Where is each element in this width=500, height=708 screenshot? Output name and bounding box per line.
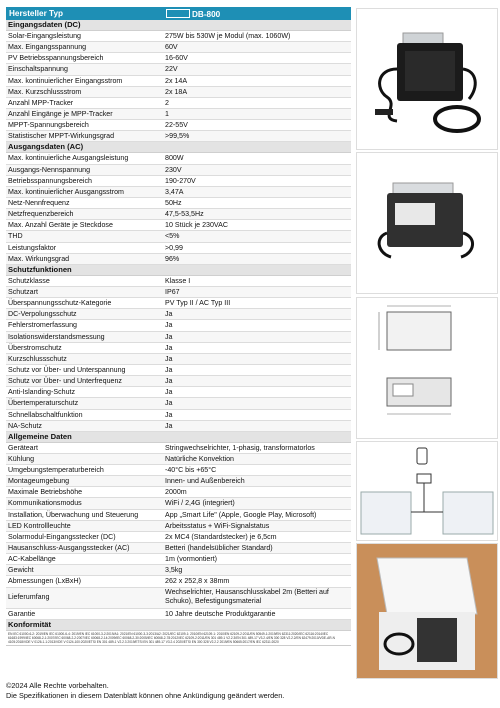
section-title: Allgemeine Daten (6, 432, 351, 443)
spec-value: 2 (165, 98, 169, 107)
spec-row (6, 309, 351, 320)
spec-value: Ja (165, 399, 173, 408)
spec-row (6, 165, 351, 176)
spec-label: Isolationswiderstandsmessung (8, 332, 105, 341)
spec-label: Kommunikationsmodus (8, 499, 82, 508)
spec-label: Anzahl Eingänge je MPP-Tracker (8, 109, 113, 118)
wiring-diagram (356, 441, 498, 541)
spec-label: Statistischer MPPT-Wirkungsgrad (8, 132, 115, 141)
inverter-with-cables-photo (356, 8, 498, 150)
spec-value: PV Typ II / AC Typ III (165, 299, 231, 308)
spec-row (6, 354, 351, 365)
spec-row (6, 421, 351, 432)
spec-row (6, 565, 351, 576)
spec-row (6, 53, 351, 64)
spec-value: Ja (165, 321, 173, 330)
spec-label: LED Kontrollleuchte (8, 521, 71, 530)
spec-row (6, 554, 351, 565)
spec-row (6, 131, 351, 142)
spec-value: Ja (165, 421, 173, 430)
spec-label: Max. kontinuierliche Ausgangsleistung (8, 154, 129, 163)
spec-label: AC-Kabellänge (8, 555, 56, 564)
spec-row (6, 543, 351, 554)
spec-value: Wechselrichter, Hausanschlusskabel 2m (Betteri auf Schuko), Befestigungsmaterial (165, 587, 329, 606)
spec-label: Schutzklasse (8, 276, 50, 285)
table-header (6, 7, 351, 20)
disclaimer-line: Die Spezifikationen in diesem Datenblatt können ohne Ankündigung geändert werden. (6, 691, 285, 700)
spec-label: Garantie (8, 609, 36, 618)
spec-value: WiFi / 2,4G (integriert) (165, 499, 235, 508)
spec-value: Ja (165, 332, 173, 341)
spec-label: Solarmodul-Eingangsstecker (DC) (8, 532, 116, 541)
spec-label: Fehlerstromerfassung (8, 321, 77, 330)
spec-row (6, 343, 351, 354)
section-rows (6, 443, 351, 620)
spec-value: 16-60V (165, 54, 188, 63)
header-label: Hersteller Typ (9, 9, 63, 18)
spec-row (6, 254, 351, 265)
spec-label: Hausanschluss-Ausgangsstecker (AC) (8, 544, 130, 553)
spec-row (6, 220, 351, 231)
spec-row (6, 410, 351, 421)
spec-row (6, 487, 351, 498)
brand-logo (166, 9, 190, 18)
spec-label: Überspannungsschutz-Kategorie (8, 299, 112, 308)
spec-value: 1m (vormontiert) (165, 555, 218, 564)
footer (6, 681, 284, 701)
spec-row (6, 209, 351, 220)
spec-value: Innen- und Außenbereich (165, 477, 245, 486)
section-rows (6, 153, 351, 264)
spec-label: Übertemperaturschutz (8, 399, 79, 408)
spec-value: 10 Stück je 230VAC (165, 221, 228, 230)
spec-value: <5% (165, 232, 180, 241)
spec-row (6, 31, 351, 42)
spec-row (6, 498, 351, 509)
spec-label: NA-Schutz (8, 421, 42, 430)
spec-row (6, 76, 351, 87)
header-model (166, 9, 351, 19)
spec-value: Ja (165, 410, 173, 419)
spec-value: 47,5-53,5Hz (165, 210, 204, 219)
spec-value: 3,47A (165, 187, 184, 196)
spec-row (6, 42, 351, 53)
spec-value: 60V (165, 43, 178, 52)
spec-value: 2x MC4 (Standardstecker) je 6,5cm (165, 532, 277, 541)
spec-value: 275W bis 530W je Modul (max. 1060W) (165, 32, 291, 40)
spec-label: Schutz vor Über- und Unterfrequenz (8, 377, 122, 386)
spec-row (6, 521, 351, 532)
spec-row (6, 588, 351, 609)
spec-row (6, 510, 351, 521)
spec-value: Ja (165, 388, 173, 397)
spec-row (6, 576, 351, 587)
spec-label: Gewicht (8, 566, 34, 575)
spec-value: App „Smart Life" (Apple, Google Play, Microsoft) (165, 510, 317, 519)
spec-value: >0,99 (165, 243, 183, 252)
conformity-text: EN IEC 61000-6-2: 2019/EN IEC 61000-6-4: 2019/EN IEC 61000-3-2:2019/A1: 2021/EN 61000-3-3:2013/A2: 2021/IEC 62109-1: 2010/EN 62109-1: 2010/EN 62109-2:2011/EN 50549-1:2019/EN 62311:2020/IEC 62116:2014/IEC 61683:1999/IEC 60068-2-1:2007/IEC 60068-2-2:2007/IEC 60068-2-14:2009/IEC 60068-2-30:2005/IEC 60068-2-78:2012/IEC 62109-2:2011/EN 301 489-1 V2.2.3/EN 301 489-17 V3.2.4/EN 300 328 V2.2.2/EN 62479:2010/VDE-AR-N 4105:2018/VDE V 0126-1-1:2013/VDE V 0124-100:2020/ETSI EN 301 489-1 V2.2.3 2019/ETSI EN 301 489-17 V3.2.4 2020/ETSI EN 300 328 V2.2.2 2019/EN 50665:2017/EN IEC 62311:2020 (6, 631, 351, 647)
spec-row (6, 376, 351, 387)
spec-row (6, 98, 351, 109)
spec-row (6, 387, 351, 398)
spec-label: DC-Verpolungsschutz (8, 310, 77, 319)
spec-label: PV Betriebsspannungsbereich (8, 54, 104, 63)
spec-value: >99,5% (165, 132, 190, 141)
spec-row (6, 365, 351, 376)
spec-label: Netz-Nennfrequenz (8, 198, 70, 207)
spec-label: Schutz vor Über- und Unterspannung (8, 365, 126, 374)
spec-value: Betteri (handelsüblicher Standard) (165, 544, 273, 553)
spec-value: 22-55V (165, 121, 188, 130)
spec-value: 262 x 252,8 x 38mm (165, 577, 230, 586)
spec-label: Solar-Eingangsleistung (8, 32, 81, 40)
spec-row (6, 198, 351, 209)
spec-label: Kurzschlussschutz (8, 354, 67, 363)
spec-label: Montageumgebung (8, 477, 70, 486)
spec-label: Anzahl MPP-Tracker (8, 98, 74, 107)
spec-label: Einschaltspannung (8, 65, 68, 74)
section-rows (6, 276, 351, 432)
spec-row (6, 609, 351, 620)
spec-value: 2000m (165, 488, 187, 497)
spec-row (6, 64, 351, 75)
spec-label: Anti-Islanding-Schutz (8, 388, 76, 397)
spec-sections (6, 20, 351, 620)
spec-label: Maximale Betriebshöhe (8, 488, 83, 497)
spec-row (6, 476, 351, 487)
inverter-front-photo (356, 152, 498, 294)
spec-value: Natürliche Konvektion (165, 454, 235, 463)
spec-value: 22V (165, 65, 178, 74)
spec-row (6, 243, 351, 254)
spec-row (6, 287, 351, 298)
spec-label: Schnellabschaltfunktion (8, 410, 83, 419)
spec-label: Ausgangs-Nennspannung (8, 165, 91, 174)
spec-label: Leistungsfaktor (8, 243, 57, 252)
package-contents-photo (356, 543, 498, 679)
spec-row (6, 87, 351, 98)
spec-value: 190-270V (165, 176, 196, 185)
model-name: DB-800 (192, 9, 221, 19)
spec-label: Schutzart (8, 287, 38, 296)
spec-label: THD (8, 232, 23, 241)
spec-value: 230V (165, 165, 182, 174)
spec-row (6, 320, 351, 331)
spec-value: 2x 18A (165, 87, 188, 96)
spec-label: Umgebungstemperaturbereich (8, 466, 104, 475)
spec-value: -40°C bis +65°C (165, 466, 217, 475)
datasheet-table (6, 7, 351, 646)
spec-value: 10 Jahre deutsche Produktgarantie (165, 609, 276, 618)
spec-value: Arbeitsstatus + WiFi-Signalstatus (165, 521, 270, 530)
spec-label: Betriebsspannungsbereich (8, 176, 92, 185)
section-title-konformitaet: Konformität (6, 620, 351, 631)
spec-value: Ja (165, 354, 173, 363)
spec-value: 3,5kg (165, 566, 183, 575)
spec-row (6, 153, 351, 164)
spec-value: 800W (165, 154, 184, 163)
spec-label: MPPT-Spannungsbereich (8, 121, 89, 130)
spec-row (6, 398, 351, 409)
spec-label: Max. Wirkungsgrad (8, 254, 70, 263)
dimension-drawing (356, 297, 498, 439)
spec-row (6, 454, 351, 465)
spec-row (6, 187, 351, 198)
spec-label: Max. kontinuierlicher Ausgangsstrom (8, 187, 124, 196)
spec-label: Netzfrequenzbereich (8, 210, 74, 219)
spec-label: Installation, Überwachung und Steuerung (8, 510, 139, 519)
spec-row (6, 465, 351, 476)
spec-value: Ja (165, 310, 173, 319)
spec-value: Ja (165, 365, 173, 374)
spec-row (6, 120, 351, 131)
spec-label: Geräteart (8, 443, 38, 452)
spec-value: 50Hz (165, 198, 182, 207)
spec-row (6, 176, 351, 187)
spec-value: Klasse I (165, 276, 191, 285)
spec-row (6, 276, 351, 287)
spec-value: Stringwechselrichter, 1-phasig, transformatorlos (165, 443, 315, 452)
spec-value: 96% (165, 254, 180, 263)
spec-label: Max. Eingangsspannung (8, 43, 87, 52)
spec-value: 1 (165, 109, 169, 118)
spec-row (6, 109, 351, 120)
spec-row (6, 298, 351, 309)
section-title: Ausgangsdaten (AC) (6, 142, 351, 153)
section-rows (6, 31, 351, 142)
spec-row (6, 231, 351, 242)
spec-row (6, 332, 351, 343)
spec-value: Ja (165, 343, 173, 352)
spec-value: IP67 (165, 287, 180, 296)
copyright-line: ©2024 Alle Rechte vorbehalten. (6, 681, 109, 690)
section-title: Schutzfunktionen (6, 265, 351, 276)
spec-label: Überstromschutz (8, 343, 62, 352)
spec-label: Kühlung (8, 454, 35, 463)
spec-label: Max. Anzahl Geräte je Steckdose (8, 221, 113, 230)
section-title: Eingangsdaten (DC) (6, 20, 351, 31)
spec-row (6, 443, 351, 454)
spec-label: Lieferumfang (8, 592, 50, 601)
spec-value: Ja (165, 377, 173, 386)
spec-label: Max. Kurzschlussstrom (8, 87, 82, 96)
spec-value: 2x 14A (165, 76, 188, 85)
spec-label: Abmessungen (LxBxH) (8, 577, 81, 586)
spec-label: Max. kontinuierlicher Eingangsstrom (8, 76, 123, 85)
spec-row (6, 532, 351, 543)
